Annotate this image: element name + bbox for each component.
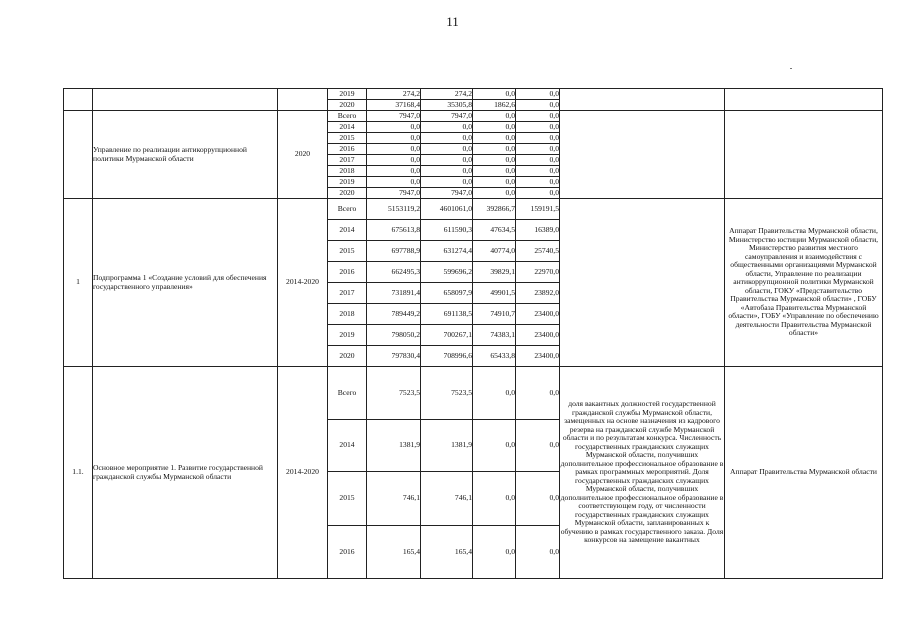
value-cell: 0,0 <box>473 420 516 472</box>
value-cell: 0,0 <box>516 122 560 133</box>
value-cell: 165,4 <box>367 526 421 579</box>
value-cell: 0,0 <box>473 188 516 199</box>
value-cell: 0,0 <box>516 177 560 188</box>
value-cell: 65433,8 <box>473 346 516 367</box>
row-name: Подпрограмма 1 «Создание условий для обеспечения государственного управления» <box>93 199 278 367</box>
value-cell: 74383,1 <box>473 325 516 346</box>
year-cell: 2014 <box>328 220 367 241</box>
value-cell: 7947,0 <box>367 188 421 199</box>
value-cell: 0,0 <box>473 133 516 144</box>
value-cell: 798050,2 <box>367 325 421 346</box>
value-cell: 0,0 <box>516 100 560 111</box>
year-cell: 2020 <box>328 188 367 199</box>
value-cell: 599696,2 <box>421 262 473 283</box>
value-cell: 7523,5 <box>367 367 421 420</box>
value-cell: 7947,0 <box>421 188 473 199</box>
year-cell: 2017 <box>328 155 367 166</box>
value-cell: 0,0 <box>516 155 560 166</box>
row-name: Основное мероприятие 1. Развитие государственной гражданской службы Мурманской области <box>93 367 278 579</box>
row-period: 2020 <box>278 111 328 199</box>
year-cell: 2016 <box>328 526 367 579</box>
value-cell: 0,0 <box>367 122 421 133</box>
results-cell <box>560 89 725 111</box>
value-cell: 700267,1 <box>421 325 473 346</box>
row-name <box>93 89 278 111</box>
value-cell: 0,0 <box>473 526 516 579</box>
year-cell: 2018 <box>328 304 367 325</box>
value-cell: 7947,0 <box>367 111 421 122</box>
table-row <box>64 111 883 122</box>
value-cell: 675613,8 <box>367 220 421 241</box>
value-cell: 0,0 <box>516 367 560 420</box>
value-cell: 47634,5 <box>473 220 516 241</box>
value-cell: 0,0 <box>516 133 560 144</box>
value-cell: 0,0 <box>421 144 473 155</box>
table-body <box>64 89 883 579</box>
value-cell: 7523,5 <box>421 367 473 420</box>
value-cell: 274,2 <box>367 89 421 100</box>
year-cell: 2016 <box>328 144 367 155</box>
year-cell: 2019 <box>328 89 367 100</box>
value-cell: 1381,9 <box>421 420 473 472</box>
value-cell: 40774,0 <box>473 241 516 262</box>
value-cell: 797830,4 <box>367 346 421 367</box>
year-cell: Всего <box>328 367 367 420</box>
row-number: 1.1. <box>64 367 93 579</box>
row-number: 1 <box>64 199 93 367</box>
executor-cell <box>725 111 883 199</box>
year-cell: 2015 <box>328 472 367 526</box>
value-cell: 0,0 <box>473 111 516 122</box>
row-number <box>64 111 93 199</box>
value-cell: 0,0 <box>516 89 560 100</box>
value-cell: 0,0 <box>367 166 421 177</box>
year-cell: 2014 <box>328 122 367 133</box>
value-cell: 274,2 <box>421 89 473 100</box>
value-cell: 35305,8 <box>421 100 473 111</box>
row-period <box>278 89 328 111</box>
value-cell: 746,1 <box>367 472 421 526</box>
value-cell: 731891,4 <box>367 283 421 304</box>
table-row <box>64 367 883 420</box>
value-cell: 0,0 <box>367 133 421 144</box>
value-cell: 746,1 <box>421 472 473 526</box>
results-cell <box>560 111 725 199</box>
value-cell: 23400,0 <box>516 325 560 346</box>
value-cell: 0,0 <box>516 111 560 122</box>
value-cell: 708996,6 <box>421 346 473 367</box>
value-cell: 789449,2 <box>367 304 421 325</box>
value-cell: 74910,7 <box>473 304 516 325</box>
value-cell: 39829,1 <box>473 262 516 283</box>
value-cell: 0,0 <box>516 144 560 155</box>
value-cell: 159191,5 <box>516 199 560 220</box>
value-cell: 0,0 <box>516 166 560 177</box>
value-cell: 0,0 <box>473 144 516 155</box>
value-cell: 0,0 <box>421 122 473 133</box>
value-cell: 0,0 <box>473 472 516 526</box>
value-cell: 0,0 <box>421 177 473 188</box>
year-cell: 2020 <box>328 346 367 367</box>
executor-cell <box>725 89 883 111</box>
year-cell: 2015 <box>328 133 367 144</box>
value-cell: 611590,3 <box>421 220 473 241</box>
value-cell: 0,0 <box>473 177 516 188</box>
value-cell: 662495,3 <box>367 262 421 283</box>
row-name: Управление по реализации антикоррупционной политики Мурманской области <box>93 111 278 199</box>
row-number <box>64 89 93 111</box>
value-cell: 0,0 <box>473 166 516 177</box>
value-cell: 16389,0 <box>516 220 560 241</box>
year-cell: Всего <box>328 111 367 122</box>
year-cell: 2015 <box>328 241 367 262</box>
executor-cell: Аппарат Правительства Мурманской области <box>725 367 883 579</box>
table-row <box>64 89 883 100</box>
scan-speck <box>790 68 792 69</box>
year-cell: 2020 <box>328 100 367 111</box>
value-cell: 392866,7 <box>473 199 516 220</box>
year-cell: Всего <box>328 199 367 220</box>
value-cell: 0,0 <box>367 177 421 188</box>
value-cell: 0,0 <box>473 89 516 100</box>
year-cell: 2019 <box>328 177 367 188</box>
value-cell: 697788,9 <box>367 241 421 262</box>
year-cell: 2017 <box>328 283 367 304</box>
value-cell: 22970,0 <box>516 262 560 283</box>
year-cell: 2018 <box>328 166 367 177</box>
value-cell: 0,0 <box>516 420 560 472</box>
results-cell: доля вакантных должностей государственной гражданской службы Мурманской области, замещенных на основе назначения из кадрового резерва на гражданской службе Мурманской области и по результатам конкурса. Численность государственных гражданских служащих Мурманской области, получивших дополнительное профессиональное образование в рамках программных мероприятий. Доля государственных гражданских служащих Мурманской области, получивших дополнительное профессиональное образование в соответствующем году, от численности государственных гражданских служащих Мурманской области, запланированных к обучению в рамках государственного заказа. Доля конкурсов на замещение вакантных <box>560 367 725 579</box>
value-cell: 0,0 <box>473 155 516 166</box>
value-cell: 23892,0 <box>516 283 560 304</box>
value-cell: 1862,6 <box>473 100 516 111</box>
value-cell: 4601061,0 <box>421 199 473 220</box>
value-cell: 0,0 <box>516 472 560 526</box>
value-cell: 0,0 <box>473 367 516 420</box>
value-cell: 691138,5 <box>421 304 473 325</box>
value-cell: 658097,9 <box>421 283 473 304</box>
value-cell: 0,0 <box>367 144 421 155</box>
value-cell: 631274,4 <box>421 241 473 262</box>
year-cell: 2016 <box>328 262 367 283</box>
value-cell: 23400,0 <box>516 346 560 367</box>
year-cell: 2014 <box>328 420 367 472</box>
value-cell: 23400,0 <box>516 304 560 325</box>
value-cell: 1381,9 <box>367 420 421 472</box>
value-cell: 37168,4 <box>367 100 421 111</box>
value-cell: 0,0 <box>421 166 473 177</box>
value-cell: 25740,5 <box>516 241 560 262</box>
year-cell: 2019 <box>328 325 367 346</box>
value-cell: 0,0 <box>516 526 560 579</box>
value-cell: 0,0 <box>367 155 421 166</box>
value-cell: 0,0 <box>421 133 473 144</box>
value-cell: 7947,0 <box>421 111 473 122</box>
table-row <box>64 199 883 220</box>
value-cell: 0,0 <box>421 155 473 166</box>
row-period: 2014-2020 <box>278 199 328 367</box>
value-cell: 5153119,2 <box>367 199 421 220</box>
value-cell: 0,0 <box>473 122 516 133</box>
page-number: 11 <box>446 14 459 29</box>
value-cell: 49901,5 <box>473 283 516 304</box>
results-cell <box>560 199 725 367</box>
value-cell: 0,0 <box>516 188 560 199</box>
budget-table <box>63 88 883 579</box>
executor-cell: Аппарат Правительства Мурманской области, Министерство юстиции Мурманской области, Министерство развития местного самоуправления и взаимодействия с общественными организациями Мурманской области, Управление по реализации антикоррупционной политики Мурманской области, ГОКУ «Представительство Правительства Мурманской области» , ГОБУ «Автобаза Правительства Мурманской области», ГОБУ «Управление по обеспечению деятельности Правительства Мурманской области» <box>725 199 883 367</box>
value-cell: 165,4 <box>421 526 473 579</box>
row-period: 2014-2020 <box>278 367 328 579</box>
